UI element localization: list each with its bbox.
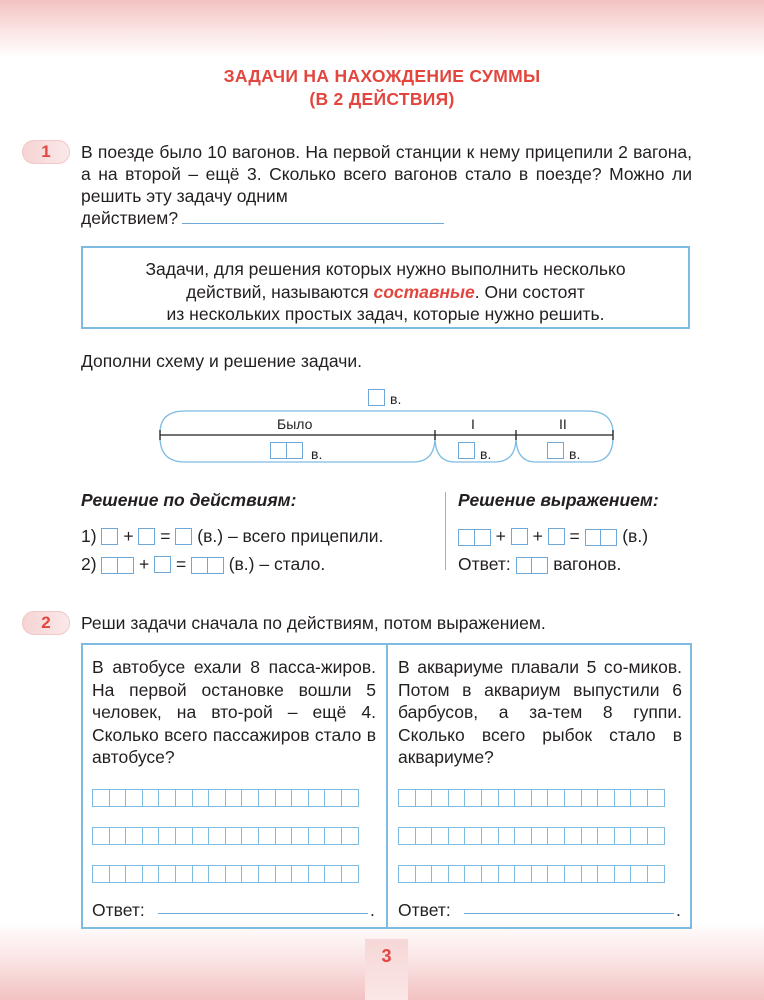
rule-line-2 (83, 281, 688, 304)
scheme-instruction: Дополни схему и решение задачи. (81, 351, 362, 371)
grid-cell[interactable] (109, 865, 127, 883)
answer-box[interactable] (101, 528, 118, 545)
step-2-tail: (в.) – стало. (228, 553, 326, 574)
grid-cell[interactable] (291, 865, 309, 883)
grid-cell[interactable] (175, 789, 193, 807)
grid-cell[interactable] (192, 865, 210, 883)
grid-cell[interactable] (547, 865, 565, 883)
grid-cell[interactable] (341, 865, 359, 883)
plus-sign: + (495, 525, 506, 546)
answer-unit: вагонов. (553, 553, 622, 574)
grid-cell[interactable] (647, 865, 665, 883)
step-2-label: 2) (81, 553, 97, 574)
grid-right-row-1[interactable] (398, 789, 664, 807)
grid-cell[interactable] (175, 827, 193, 845)
rule-line-2-end: . Они состоят (474, 281, 585, 302)
scheme-was-unit: в. (311, 446, 323, 462)
page-number: 3 (365, 939, 408, 1000)
grid-cell[interactable] (241, 827, 259, 845)
top-decorative-band (0, 0, 764, 58)
answer-box[interactable] (511, 528, 528, 545)
task-right-text: В аквариуме плавали 5 со-миков. Потом в аквариум выпустили 6 барбусов, а за-тем 8 гуппи. Сколько всего рыбок стало в аквариуме? (398, 657, 682, 767)
grid-cell[interactable] (581, 827, 599, 845)
grid-cell[interactable] (597, 865, 615, 883)
grid-cell[interactable] (324, 865, 342, 883)
grid-cell[interactable] (630, 827, 648, 845)
answer-box[interactable] (207, 557, 224, 574)
grid-cell[interactable] (481, 827, 499, 845)
grid-cell[interactable] (481, 789, 499, 807)
grid-cell[interactable] (308, 827, 326, 845)
answer-box[interactable] (600, 529, 617, 546)
equals-sign: = (176, 553, 187, 574)
exercise-2-instruction: Реши задачи сначала по действиям, потом выражением. (81, 613, 546, 633)
grid-cell[interactable] (498, 789, 516, 807)
scheme-I-box[interactable] (458, 442, 475, 459)
task-left-text: В автобусе ехали 8 пасса-жиров. На первой остановке вошли 5 человек, на вто-рой – ещё 4. Сколько всего пассажиров стало в автобусе? (92, 657, 376, 767)
rule-line-1: Задачи, для решения которых нужно выполнить несколько (145, 259, 626, 279)
grid-cell[interactable] (275, 789, 293, 807)
grid-cell[interactable] (630, 865, 648, 883)
grid-cell[interactable] (547, 827, 565, 845)
exercise-1-question-line (81, 207, 444, 229)
expression-unit: (в.) (622, 525, 649, 546)
grid-cell[interactable] (92, 865, 110, 883)
answer-double-box[interactable] (516, 554, 549, 575)
answer-double-box[interactable] (191, 554, 224, 575)
grid-cell[interactable] (514, 789, 532, 807)
grid-cell[interactable] (241, 789, 259, 807)
grid-left-row-2[interactable] (92, 827, 358, 845)
brace-II (516, 437, 613, 462)
grid-cell[interactable] (125, 789, 143, 807)
answer-double-box[interactable] (458, 526, 491, 547)
grid-cell[interactable] (581, 789, 599, 807)
grid-cell[interactable] (275, 827, 293, 845)
step-1-row (81, 525, 383, 547)
grid-cell[interactable] (92, 827, 110, 845)
grid-cell[interactable] (630, 789, 648, 807)
grid-cell[interactable] (581, 865, 599, 883)
answer-box[interactable] (548, 528, 565, 545)
grid-cell[interactable] (341, 827, 359, 845)
answer-box[interactable] (458, 529, 475, 546)
grid-cell[interactable] (514, 865, 532, 883)
grid-cell[interactable] (109, 827, 127, 845)
brace-I (435, 437, 516, 462)
scheme-II-box[interactable] (547, 442, 564, 459)
answer-box[interactable] (585, 529, 602, 546)
grid-cell[interactable] (308, 789, 326, 807)
grid-cell[interactable] (258, 789, 276, 807)
grid-cell[interactable] (531, 865, 549, 883)
answer-box[interactable] (516, 557, 533, 574)
by-steps-heading: Решение по действиям: (81, 490, 297, 510)
rule-line-3: из нескольких простых задач, которые нужно решить. (166, 304, 605, 324)
grid-cell[interactable] (498, 865, 516, 883)
answer-end-left: . (370, 900, 375, 920)
scheme-I-label: I (471, 416, 475, 432)
answer-box[interactable] (474, 529, 491, 546)
grid-cell[interactable] (514, 827, 532, 845)
grid-cell[interactable] (415, 865, 433, 883)
grid-cell[interactable] (564, 789, 582, 807)
grid-cell[interactable] (647, 827, 665, 845)
answer-end-right: . (676, 900, 681, 920)
grid-cell[interactable] (158, 827, 176, 845)
answer-box[interactable] (101, 557, 118, 574)
rule-box (81, 246, 690, 329)
scheme-total-unit: в. (390, 391, 402, 407)
grid-cell[interactable] (464, 789, 482, 807)
grid-cell[interactable] (275, 865, 293, 883)
grid-cell[interactable] (225, 789, 243, 807)
answer-line-right[interactable] (464, 913, 674, 914)
grid-cell[interactable] (192, 789, 210, 807)
grid-cell[interactable] (324, 789, 342, 807)
grid-cell[interactable] (647, 789, 665, 807)
plus-sign: + (139, 553, 150, 574)
grid-cell[interactable] (431, 865, 449, 883)
answer-box[interactable] (117, 557, 134, 574)
grid-cell[interactable] (597, 827, 615, 845)
grid-cell[interactable] (142, 789, 160, 807)
answer-label-left: Ответ: (92, 900, 145, 920)
grid-cell[interactable] (291, 789, 309, 807)
grid-cell[interactable] (398, 789, 416, 807)
grid-cell[interactable] (464, 827, 482, 845)
exercise-2-number-badge: 2 (22, 611, 70, 635)
grid-cell[interactable] (431, 827, 449, 845)
scheme-II-label: II (559, 416, 567, 432)
grid-cell[interactable] (158, 865, 176, 883)
answer-box[interactable] (191, 557, 208, 574)
grid-cell[interactable] (241, 865, 259, 883)
grid-cell[interactable] (448, 865, 466, 883)
grid-cell[interactable] (498, 827, 516, 845)
grid-cell[interactable] (464, 865, 482, 883)
scheme-total-box[interactable] (368, 389, 385, 406)
grid-cell[interactable] (415, 827, 433, 845)
exercise-1-problem: В поезде было 10 вагонов. На первой станции к нему прицепили 2 вагона, а на второй – ещё 3. Сколько всего вагонов стало в поезде? Можно ли решить эту задачу одним (81, 142, 692, 206)
page-subtitle: (В 2 ДЕЙСТВИЯ) (309, 89, 455, 109)
scheme-II-unit: в. (569, 446, 581, 462)
grid-cell[interactable] (415, 789, 433, 807)
grid-left-row-1[interactable] (92, 789, 358, 807)
grid-cell[interactable] (531, 789, 549, 807)
answer-box[interactable] (154, 556, 171, 573)
answer-box[interactable] (138, 528, 155, 545)
grid-cell[interactable] (258, 865, 276, 883)
grid-cell[interactable] (564, 865, 582, 883)
grid-cell[interactable] (324, 827, 342, 845)
equals-sign: = (569, 525, 580, 546)
grid-cell[interactable] (291, 827, 309, 845)
step-1-label: 1) (81, 525, 97, 546)
page-title: ЗАДАЧИ НА НАХОЖДЕНИЕ СУММЫ (223, 66, 541, 86)
brace-top (160, 411, 613, 433)
exercise-1-question-word: действием? (81, 208, 179, 228)
rule-term: составные (373, 281, 475, 302)
solution-divider (445, 492, 446, 570)
answer-double-box[interactable] (101, 554, 134, 575)
answer-box[interactable] (175, 528, 192, 545)
grid-cell[interactable] (125, 827, 143, 845)
grid-cell[interactable] (225, 865, 243, 883)
answer-line-left[interactable] (158, 913, 368, 914)
grid-cell[interactable] (398, 865, 416, 883)
grid-cell[interactable] (448, 789, 466, 807)
grid-cell[interactable] (142, 865, 160, 883)
grid-cell[interactable] (531, 827, 549, 845)
grid-cell[interactable] (208, 865, 226, 883)
grid-cell[interactable] (125, 865, 143, 883)
scheme-was-boxes[interactable] (270, 442, 303, 460)
scheme-I-unit: в. (480, 446, 492, 462)
grid-cell[interactable] (208, 827, 226, 845)
answer-label: Ответ: (458, 553, 511, 574)
exercise-1-number-badge: 1 (22, 140, 70, 164)
by-expression-heading: Решение выражением: (458, 490, 659, 510)
grid-cell[interactable] (481, 865, 499, 883)
answer-box[interactable] (286, 442, 303, 459)
answer-box[interactable] (531, 557, 548, 574)
scheme-was-label: Было (277, 416, 313, 432)
grid-right-row-2[interactable] (398, 827, 664, 845)
answer-double-box[interactable] (585, 526, 618, 547)
equals-sign: = (160, 525, 171, 546)
grid-cell[interactable] (341, 789, 359, 807)
grid-cell[interactable] (142, 827, 160, 845)
grid-cell[interactable] (308, 865, 326, 883)
grid-cell[interactable] (448, 827, 466, 845)
grid-cell[interactable] (398, 827, 416, 845)
grid-cell[interactable] (175, 865, 193, 883)
step-1-tail: (в.) – всего прицепили. (197, 525, 384, 546)
grid-cell[interactable] (614, 789, 632, 807)
rule-line-2-start: действий, называются (186, 281, 369, 302)
grid-cell[interactable] (431, 789, 449, 807)
grid-cell[interactable] (92, 789, 110, 807)
answer-label-right: Ответ: (398, 900, 451, 920)
grid-cell[interactable] (547, 789, 565, 807)
grid-cell[interactable] (597, 789, 615, 807)
grid-cell[interactable] (208, 789, 226, 807)
grid-cell[interactable] (614, 827, 632, 845)
step-2-row (81, 553, 325, 575)
answer-box[interactable] (270, 442, 287, 459)
grid-cell[interactable] (258, 827, 276, 845)
exercise-1-answer-line[interactable] (182, 208, 444, 224)
grid-left-row-3[interactable] (92, 865, 358, 883)
grid-cell[interactable] (564, 827, 582, 845)
expression-row (458, 525, 648, 547)
grid-cell[interactable] (225, 827, 243, 845)
grid-cell[interactable] (109, 789, 127, 807)
grid-cell[interactable] (192, 827, 210, 845)
plus-sign: + (123, 525, 134, 546)
plus-sign: + (532, 525, 543, 546)
tasks-divider (386, 643, 388, 929)
grid-cell[interactable] (614, 865, 632, 883)
grid-right-row-3[interactable] (398, 865, 664, 883)
grid-cell[interactable] (158, 789, 176, 807)
exercise-1-text (81, 141, 692, 207)
expression-answer-row (458, 553, 621, 575)
